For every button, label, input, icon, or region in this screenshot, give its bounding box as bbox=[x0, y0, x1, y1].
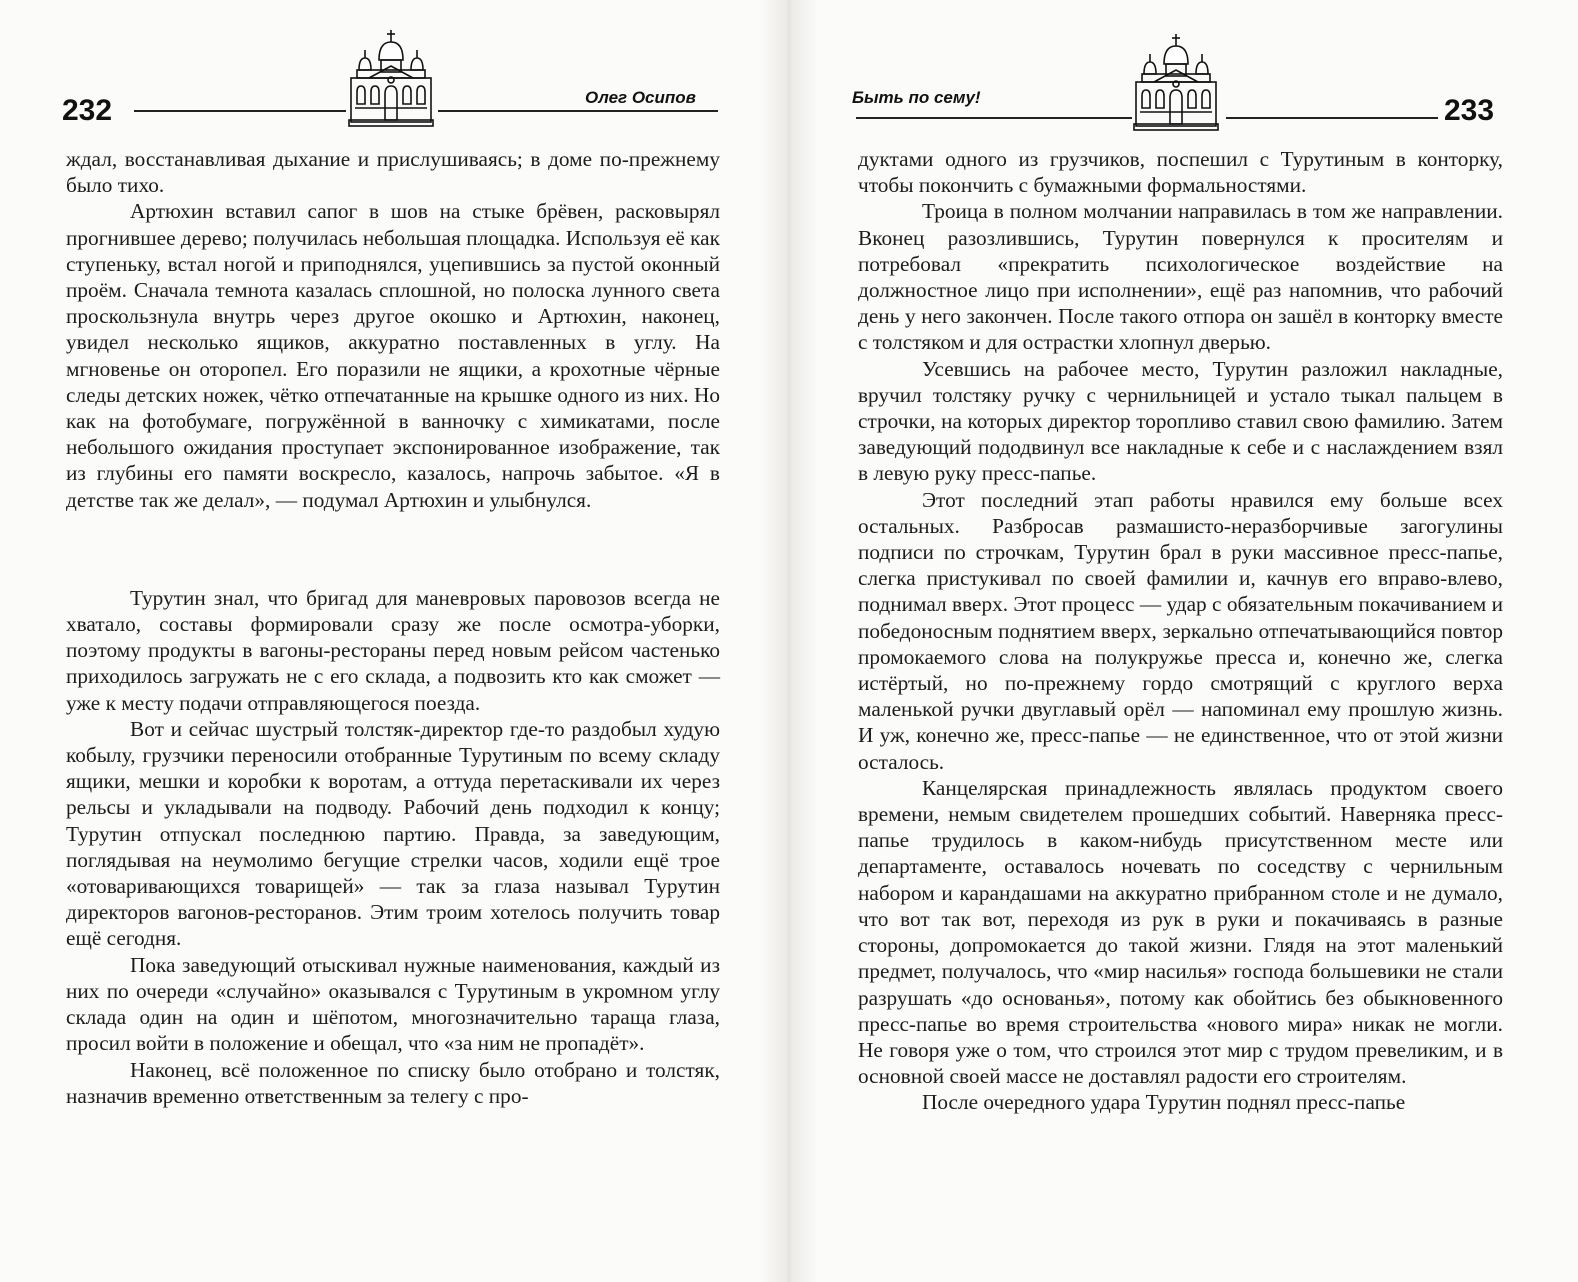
paragraph: Этот последний этап работы нравился ему больше всех остальных. Разбросав размашисто-неразборчивые загогулины подписи по строчкам, Турутин брал в руки массивное пресс-папье, слегка пристукивал по своей фамилии и, качнув его вправо-влево, поднимал вверх. Этот процесс — удар с обязательным покачиванием и победоносным поднятием вверх, зеркально отпечатывающийся повтор промокаемого слова на полукружье пресса и, конечно же, слегка истёртый, но по-прежнему гордо смотрящий с круглого верха маленькой ручки двуглавый орёл — напоминал ему прошлую жизнь. И уж, конечно же, пресс-папье — не единственное, что от этой жизни осталось. bbox=[858, 487, 1503, 774]
header-rule-right-a bbox=[856, 117, 1132, 119]
paragraph: Пока заведующий отыскивал нужные наименования, каждый из них по очереди «случайно» оказывался с Турутиным в укромном углу склада один на один и шёпотом, многозначительно тараща глаза, просил войти в положение и обещал, что «за ним не пропадёт». bbox=[66, 952, 720, 1056]
cathedral-emblem-icon bbox=[1130, 32, 1222, 132]
left-page-body bbox=[66, 146, 720, 1109]
paragraph: Наконец, всё положенное по списку было отобрано и толстяк, назначив временно ответственным за телегу с про- bbox=[66, 1057, 720, 1108]
header-rule-right-b bbox=[1226, 117, 1438, 119]
cathedral-emblem-icon bbox=[345, 28, 437, 128]
paragraph: Вот и сейчас шустрый толстяк-директор где-то раздобыл худую кобылу, грузчики переносили отобранные Турутиным по всему складу ящики, мешки и коробки к воротам, а оттуда перетаскивали их через рельсы и укладывали на подводу. Рабочий день подходил к концу; Турутин отпускал последнюю партию. Правда, за заведующим, поглядывая на неумолимо бегущие стрелки часов, ходили ещё трое «отоваривающихся товарищей» — так за глаза называл Турутин директоров вагонов-ресторанов. Этим троим хотелось получить товар ещё сегодня. bbox=[66, 716, 720, 951]
paragraph: Троица в полном молчании направилась в том же направлении. Вконец разозлившись, Турутин повернулся к просителям и потребовал «прекратить психологическое воздействие на должностное лицо при исполнении», ещё раз напомнив, что рабочий день у него закончен. После такого отпора он зашёл в конторку вместе с толстяком и для острастки хлопнул дверью. bbox=[858, 199, 1503, 355]
header-rule-left-a bbox=[134, 110, 346, 112]
book-gutter bbox=[760, 0, 818, 1282]
header-rule-left-b bbox=[438, 110, 718, 112]
right-page-body bbox=[858, 146, 1503, 1116]
paragraph: Турутин знал, что бригад для маневровых паровозов всегда не хватало, составы формировали сразу же после осмотра-уборки, поэтому продукты в вагоны-рестораны перед новым рейсом частенько приходилось загружать не с его склада, а подвозить кто как сможет — уже к месту подачи отправляющегося поезда. bbox=[66, 585, 720, 715]
paragraph: дуктами одного из грузчиков, поспешил с Турутиным в конторку, чтобы покончить с бумажными формальностями. bbox=[858, 147, 1503, 198]
left-page-header bbox=[0, 0, 760, 140]
right-page-header bbox=[818, 0, 1578, 140]
paragraph: ждал, восстанавливая дыхание и прислушиваясь; в доме по-прежнему было тихо. bbox=[66, 147, 720, 198]
paragraph: Усевшись на рабочее место, Турутин разложил накладные, вручил толстяку ручку с чернильницей и устало тыкал пальцем в строчки, на которых директор торопливо ставил свою фамилию. Затем заведующий пододвинул все накладные к себе и с наслаждением взял в левую руку пресс-папье. bbox=[858, 356, 1503, 486]
running-title-author: Олег Осипов bbox=[585, 88, 696, 107]
section-break bbox=[66, 513, 720, 585]
page-number-left: 232 bbox=[62, 94, 113, 127]
paragraph: После очередного удара Турутин поднял пресс-папье bbox=[922, 1090, 1406, 1115]
paragraph: Артюхин вставил сапог в шов на стыке брёвен, расковырял прогнившее дерево; получилась небольшая площадка. Используя её как ступеньку, встал ногой и приподнялся, уцепившись за пустой оконный проём. Сначала темнота казалась сплошной, но полоска лунного света проскользнула внутрь через другое окошко и Артюхин, наконец, увидел несколько ящиков, аккуратно поставленных в углу. На мгновенье он оторопел. Его поразили не ящики, а крохотные чёрные следы детских ножек, чётко отпечатанные на крышке одного из них. Но как на фотобумаге, погружённой в ванночку с химикатами, после небольшого ожидания проступает экспонированное изображение, так из глубины его памяти воскресло, казалось, напрочь забытое. «Я в детстве так же делал», — подумал Артюхин и улыбнулся. bbox=[66, 199, 720, 512]
page-number-right: 233 bbox=[1444, 94, 1495, 127]
running-title-book: Быть по сему! bbox=[852, 88, 981, 107]
paragraph: Канцелярская принадлежность являлась продуктом своего времени, немым свидетелем прошедших событий. Наверняка пресс-папье трудилось в каком-нибудь присутственном месте или департаменте, оставалось ночевать по соседству с чернильным набором и карандашами на аккуратно прибранном столе и не думало, что вот так вот, переходя из рук в руки и покачиваясь в разные стороны, допромокается до такой жизни. Глядя на этот маленький предмет, получалось, что «мир насилья» господа большевики не стали разрушать «до основанья», потому как обойтись без обыкновенного пресс-папье во время строительства «нового мира» никак не могли. Не говоря уже о том, что строился этот мир с трудом превеликим, и в основной своей массе не доставлял радости его строителям. bbox=[858, 775, 1503, 1089]
left-page bbox=[0, 0, 760, 1282]
right-page bbox=[818, 0, 1578, 1282]
